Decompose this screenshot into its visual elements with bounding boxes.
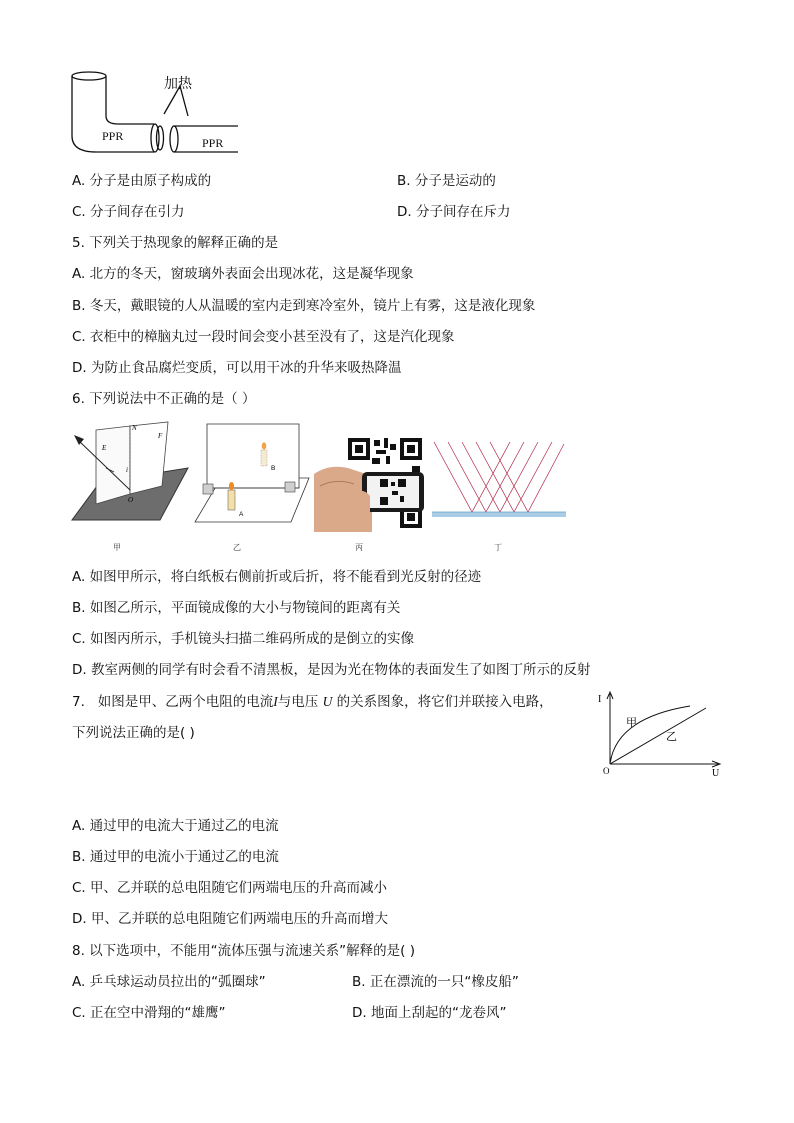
graph-x-axis-label: U	[712, 768, 720, 779]
curve-label-yi: 乙	[666, 730, 677, 743]
q7-stem-part2: 与电压	[277, 694, 319, 710]
graph-y-axis-label: I	[598, 694, 602, 705]
caption-jia: 甲	[113, 543, 121, 552]
ppr-label-right: PPR	[202, 136, 224, 150]
fig-jia-label-f: F	[158, 432, 163, 440]
fig-yi-label-b: B	[271, 465, 276, 472]
fig-bing-qr-scan	[314, 436, 428, 532]
fig-jia-label-i: i	[126, 466, 128, 474]
fig-yi-mirror	[193, 420, 311, 526]
q4-option-b: B. 分子是运动的	[397, 173, 496, 189]
ppr-pipe-figure	[66, 66, 246, 160]
heat-label: 加热	[164, 76, 192, 92]
fig-jia-label-e: E	[102, 444, 107, 452]
q4-option-c: C. 分子间存在引力	[72, 204, 185, 220]
caption-bing: 丙	[355, 543, 363, 552]
q6-stem: 6. 下列说法中不正确的是（ ）	[72, 391, 256, 407]
q8-option-a: A. 乒乓球运动员拉出的“弧圈球”	[72, 974, 266, 990]
q8-option-c: C. 正在空中滑翔的“雄鹰”	[72, 1005, 226, 1021]
fig-ding-reflection	[432, 438, 566, 524]
q5-stem: 5. 下列关于热现象的解释正确的是	[72, 235, 279, 251]
q8-stem: 8. 以下选项中，不能用“流体压强与流速关系”解释的是( )	[72, 943, 415, 959]
q8-option-d: D. 地面上刮起的“龙卷风”	[352, 1005, 507, 1021]
q7-option-b: B. 通过甲的电流小于通过乙的电流	[72, 849, 279, 865]
q8-option-b: B. 正在漂流的一只“橡皮船”	[352, 974, 519, 990]
q4-option-a: A. 分子是由原子构成的	[72, 173, 212, 189]
caption-yi: 乙	[233, 543, 241, 552]
fig-jia-label-n: N	[132, 424, 137, 432]
q7-stem-part3: 的关系图象，将它们并联接入电路，	[336, 694, 553, 710]
q7-symbol-i: I	[273, 694, 278, 709]
curve-label-jia: 甲	[626, 716, 637, 729]
fig-jia-label-o: O	[128, 496, 134, 504]
q5-option-d: D. 为防止食品腐烂变质，可以用干冰的升华来吸热降温	[72, 360, 402, 376]
q7-stem-line2: 下列说法正确的是( )	[72, 725, 195, 741]
q7-stem-part1: 如图是甲、乙两个电阻的电流	[97, 694, 274, 710]
q7-option-c: C. 甲、乙并联的总电阻随它们两端电压的升高而减小	[72, 880, 388, 896]
q5-option-c: C. 衣柜中的樟脑丸过一段时间会变小甚至没有了，这是汽化现象	[72, 329, 455, 345]
q7-symbol-u: U	[322, 694, 333, 709]
q7-option-a: A. 通过甲的电流大于通过乙的电流	[72, 818, 279, 834]
q6-option-a: A. 如图甲所示，将白纸板右侧前折或后折，将不能看到光反射的径迹	[72, 569, 482, 585]
fig-yi-label-a: A	[239, 511, 244, 518]
q6-option-c: C. 如图丙所示，手机镜头扫描二维码所成的是倒立的实像	[72, 631, 415, 647]
q7-option-d: D. 甲、乙并联的总电阻随它们两端电压的升高而增大	[72, 911, 388, 927]
graph-origin-label: O	[603, 766, 610, 776]
fig-jia-reflection	[70, 420, 192, 526]
q6-option-d: D. 教室两侧的同学有时会看不清黑板，是因为光在物体的表面发生了如图丁所示的反射	[72, 662, 591, 678]
caption-ding: 丁	[494, 543, 502, 552]
q7-number: 7.	[72, 694, 85, 710]
q5-option-a: A. 北方的冬天，窗玻璃外表面会出现冰花，这是凝华现象	[72, 266, 414, 282]
q7-stem	[72, 693, 553, 711]
q5-option-b: B. 冬天，戴眼镜的人从温暖的室内走到寒冷室外，镜片上有雾，这是液化现象	[72, 298, 536, 314]
q6-option-b: B. 如图乙所示，平面镜成像的大小与物镜间的距离有关	[72, 600, 401, 616]
q7-iu-graph	[594, 688, 728, 780]
q4-option-d: D. 分子间存在斥力	[397, 204, 511, 220]
ppr-label-left: PPR	[102, 129, 124, 143]
